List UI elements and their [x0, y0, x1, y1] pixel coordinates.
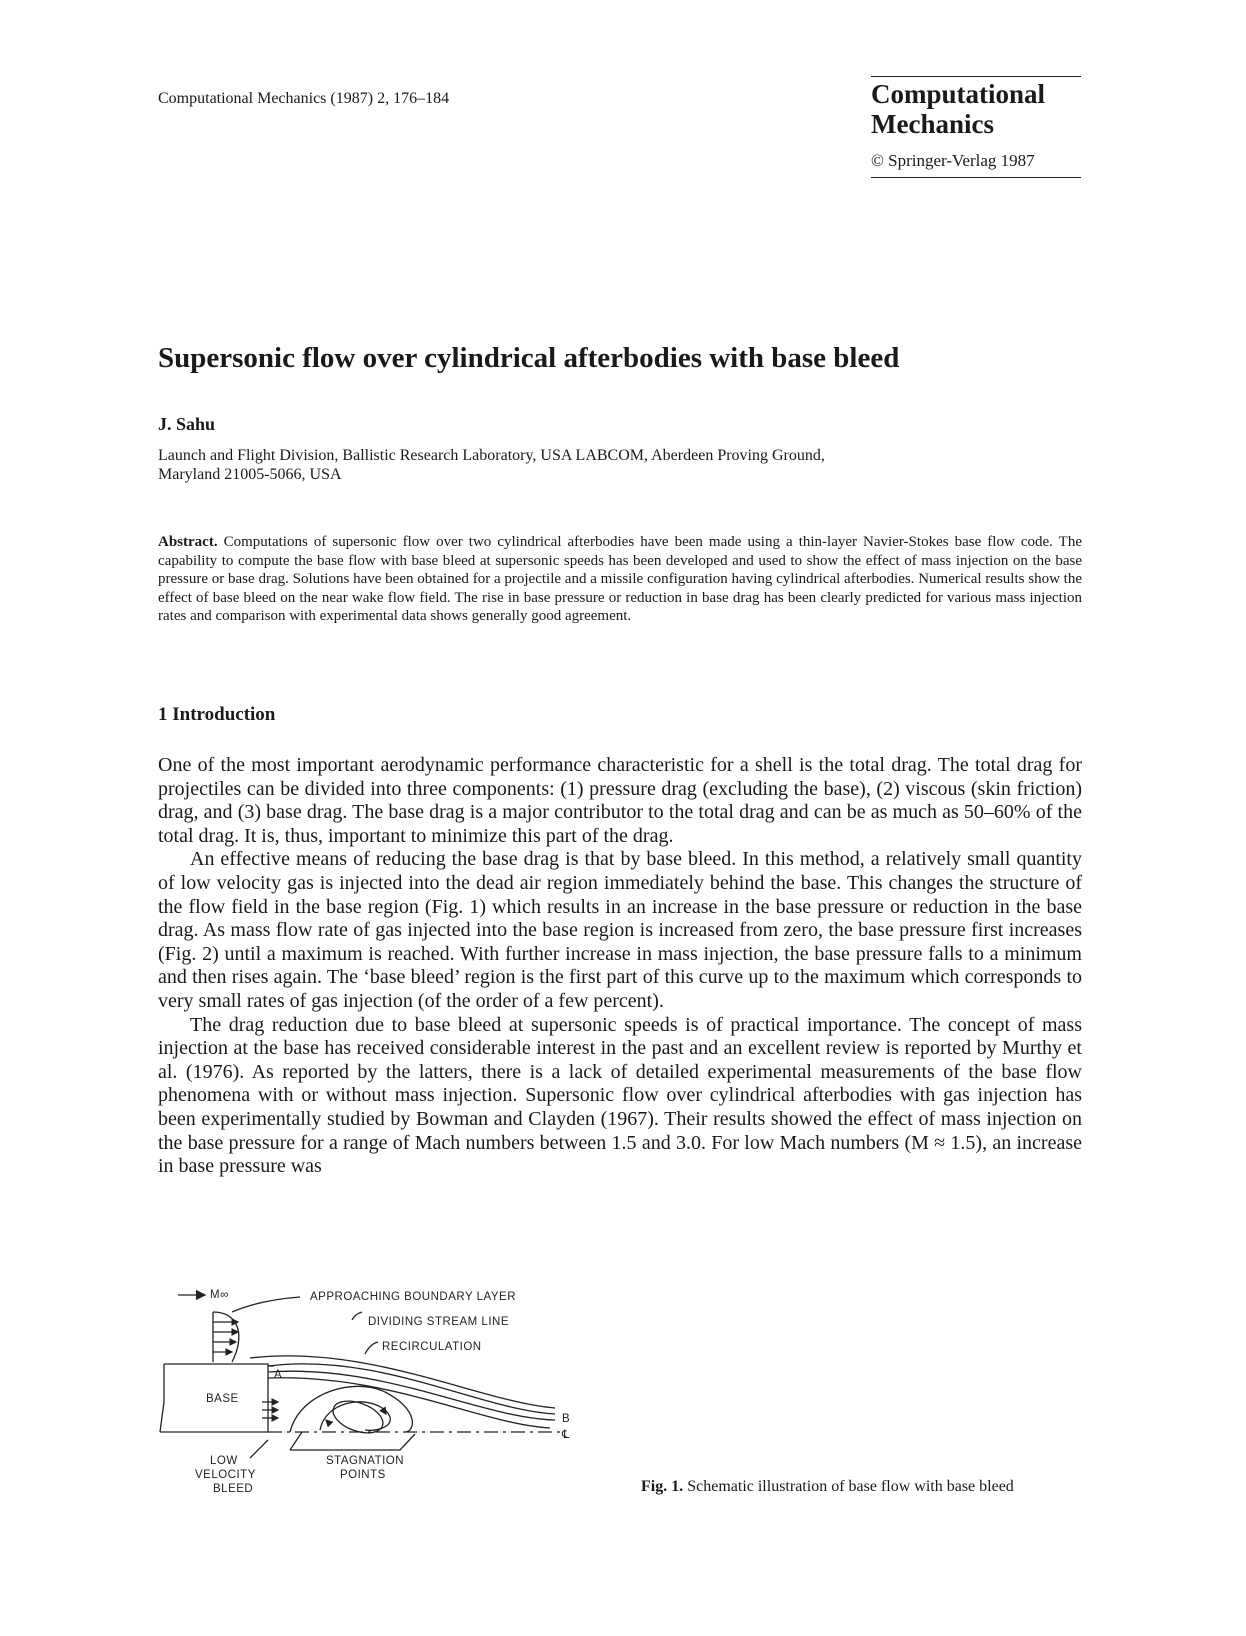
paragraph: The drag reduction due to base bleed at supersonic speeds is of practical importance. The concept of mass injection at the base has received considerable interest in the past and an excellent review is reported by Murthy et al. (1976). As reported by the latters, there is a lack of detailed experimental measurements of the base flow phenomena with or without mass injection. Supersonic flow over cylindrical afterbodies with gas injection has been experimentally studied by Bowman and Clayden (1967). Their results showed the effect of mass injection on the base pressure for a range of Mach numbers between 1.5 and 3.0. For low Mach numbers (M ≈ 1.5), an increase in base pressure was	[158, 1013, 1082, 1178]
label-recirculation: RECIRCULATION	[382, 1341, 482, 1353]
mach-label: M∞	[210, 1289, 229, 1301]
abstract-label: Abstract.	[158, 534, 218, 550]
affiliation-line: Maryland 21005-5066, USA	[158, 466, 342, 483]
author: J. Sahu	[158, 414, 216, 434]
bleed-leader	[250, 1440, 268, 1458]
leader-dividing	[352, 1312, 362, 1320]
base-body-edge	[160, 1402, 164, 1432]
section-heading: 1 Introduction	[158, 704, 276, 725]
label-points: POINTS	[340, 1469, 386, 1481]
journal-rule-top	[871, 76, 1081, 77]
label-dividing: DIVIDING STREAM LINE	[368, 1316, 509, 1328]
label-point-a: A	[274, 1369, 283, 1381]
label-velocity: VELOCITY	[195, 1469, 256, 1481]
journal-name-line2: Mechanics	[871, 109, 994, 139]
section-body	[158, 754, 1082, 1179]
affiliation-line: Launch and Flight Division, Ballistic Research Laboratory, USA LABCOM, Aberdeen Proving Ground,	[158, 447, 825, 464]
journal-block	[871, 76, 1081, 178]
leader-recirculation	[365, 1342, 378, 1354]
caption-text: Schematic illustration of base flow with base bleed	[687, 1478, 1014, 1495]
abstract	[158, 533, 1082, 626]
affiliation	[158, 446, 1058, 484]
dividing-streamline	[268, 1378, 550, 1428]
article-title: Supersonic flow over cylindrical afterbodies with base bleed	[158, 342, 900, 374]
label-point-b: B	[562, 1413, 571, 1425]
journal-name-line1: Computational	[871, 79, 1046, 109]
paragraph: An effective means of reducing the base drag is that by base bleed. In this method, a relatively small quantity of low velocity gas is injected into the dead air region immediately behind the base. This changes the structure of the flow field in the base region (Fig. 1) which results in an increase in the base pressure or reduction in the base drag. As mass flow rate of gas injected into the base region is increased from zero, the base pressure first increases (Fig. 2) until a maximum is reached. With further increase in mass injection, the base pressure falls to a minimum and then rises again. The ‘base bleed’ region is the first part of this curve up to the maximum which corresponds to very small rates of gas injection (of the order of a few percent).	[158, 848, 1082, 1012]
stagnation-leaders	[290, 1432, 415, 1450]
label-centerline: ℄	[562, 1429, 570, 1441]
label-approaching: APPROACHING BOUNDARY LAYER	[310, 1291, 516, 1303]
label-low: LOW	[210, 1455, 238, 1467]
label-bleed: BLEED	[213, 1483, 254, 1495]
base-flow-schematic	[150, 1282, 720, 1512]
copyright: © Springer-Verlag 1987	[871, 151, 1035, 170]
paragraph: One of the most important aerodynamic performance characteristic for a shell is the total drag. The total drag for projectiles can be divided into three components: (1) pressure drag (excluding the base), (2) viscous (skin friction) drag, and (3) base drag. The base drag is a major contributor to the total drag and can be as much as 50–60% of the total drag. It is, thus, important to minimize this part of the drag.	[158, 754, 1082, 847]
recirculation-outer	[290, 1386, 412, 1432]
boundary-layer-profile	[213, 1312, 239, 1362]
label-stagnation: STAGNATION	[326, 1455, 405, 1467]
journal-rule-bottom	[871, 177, 1081, 178]
label-base: BASE	[206, 1393, 239, 1405]
leader-approaching	[232, 1297, 300, 1312]
figure-caption	[641, 1478, 1014, 1496]
running-head: Computational Mechanics (1987) 2, 176–184	[158, 90, 450, 107]
figure-1	[150, 1282, 720, 1512]
caption-label: Fig. 1.	[641, 1478, 684, 1495]
abstract-text: Computations of supersonic flow over two cylindrical afterbodies have been made using a thin-layer Navier-Stokes base flow code. The capability to compute the base flow with base bleed at supersonic speeds has been developed and used to show the effect of mass injection on the base pressure or base drag. Solutions have been obtained for a projectile and a missile configuration having cylindrical afterbodies. Numerical results show the effect of base bleed on the near wake flow field. The rise in base pressure or reduction in base drag has been clearly predicted for various mass injection rates and comparison with experimental data shows generally good agreement.	[158, 534, 1082, 624]
